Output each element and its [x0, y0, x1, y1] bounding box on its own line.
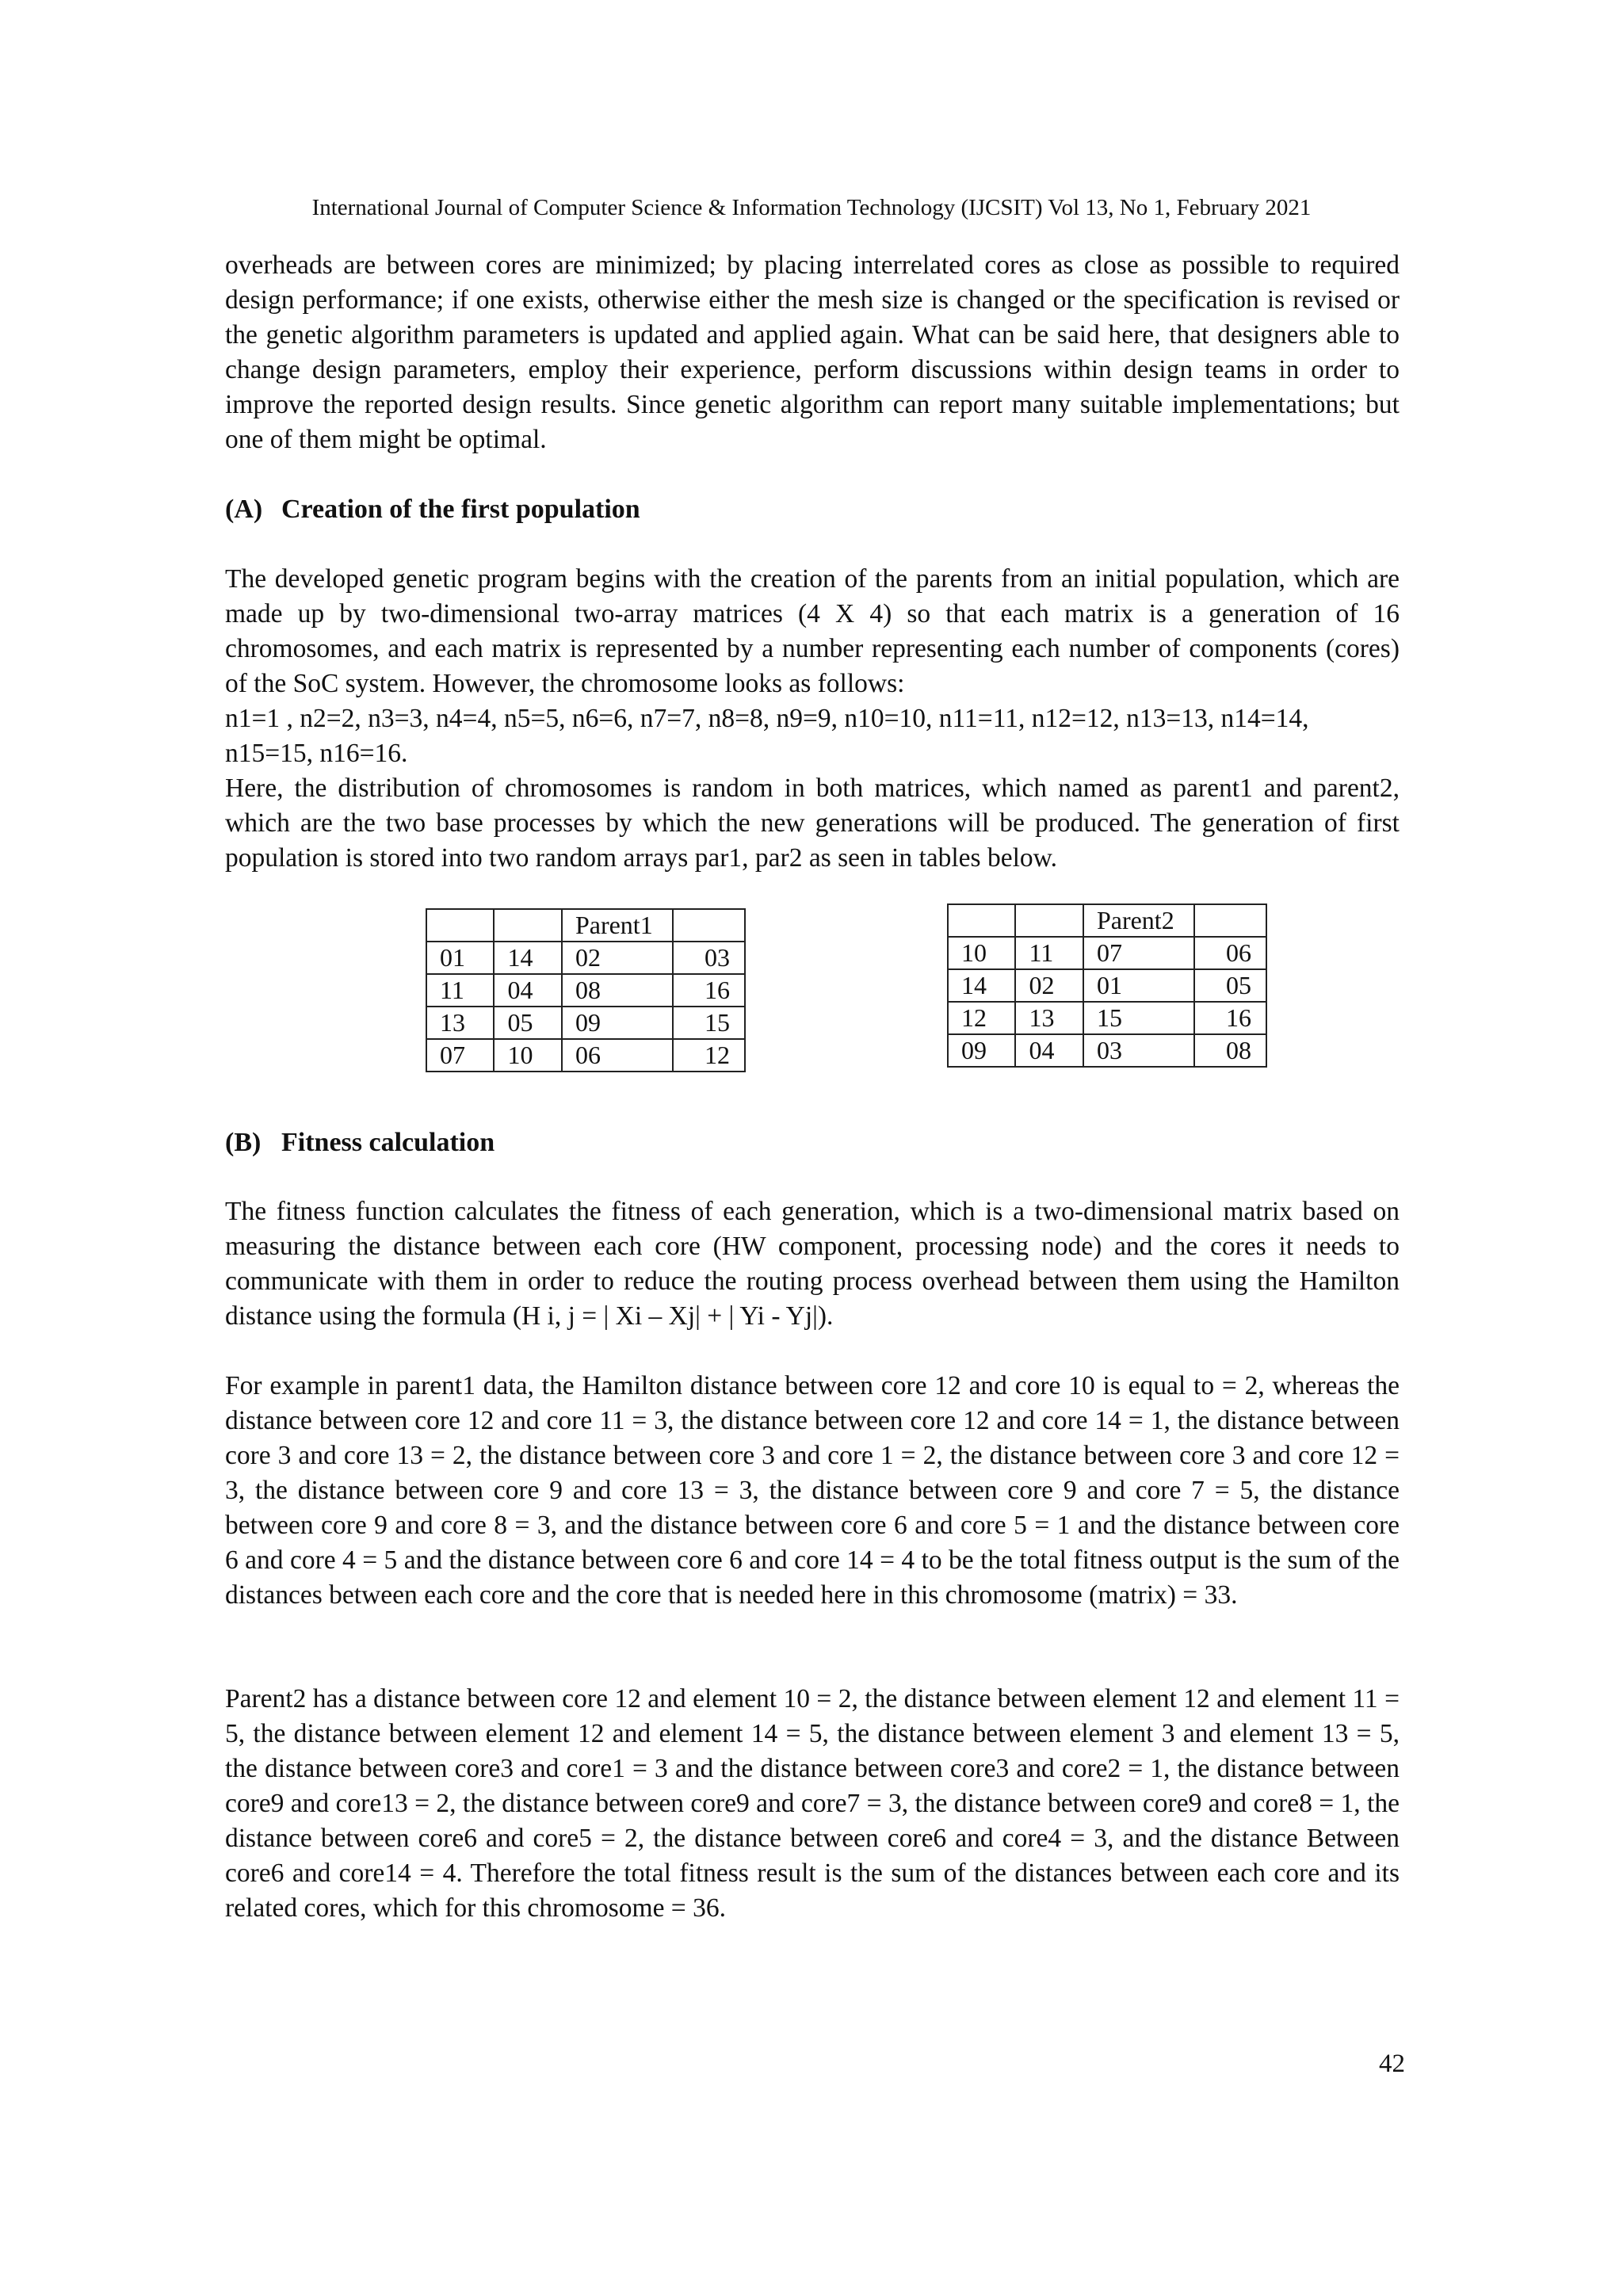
paragraph-fitness-3: Parent2 has a distance between core 12 and element 10 = 2, the distance between element 12 and element 11 = 5, the distance between element 12 and element 14 = 5, the distance between element 3 and element 13 = 5, the distance between core3 and core1 = 3 and the distance between core3 and core2 = 1, the distance between core9 and core13 = 2, the distance between core9 and core7 = 3, the distance between core9 and core8 = 1, the distance between core6 and core5 = 2, the distance between core6 and core4 = 3, and the distance Between core6 and core14 = 4. Therefore the total fitness result is the sum of the distances between each core and its related cores, which for this chromosome = 36.: [225, 1684, 1400, 1923]
table-cell: 14: [494, 942, 561, 974]
fitness-section-3: [225, 1682, 1400, 1926]
table-row: [948, 1034, 1266, 1067]
paragraph-creation-2: n1=1 , n2=2, n3=3, n4=4, n5=5, n6=6, n7=7, n8=8, n9=9, n10=10, n11=11, n12=12, n13=13, n14=14, n15=15, n16=16.: [225, 704, 1309, 768]
table-cell: 08: [562, 974, 673, 1007]
section-heading-a: [225, 492, 1400, 527]
parent1-title-row: [426, 909, 745, 942]
table-cell: 01: [1083, 969, 1194, 1002]
table-cell: 01: [426, 942, 494, 974]
table-cell: [426, 909, 494, 942]
table-cell: 15: [1083, 1002, 1194, 1034]
table-cell: 15: [673, 1007, 745, 1039]
table-cell: 02: [1015, 969, 1083, 1002]
paragraph-creation-3: Here, the distribution of chromosomes is random in both matrices, which named as parent1 and parent2, which are the two base processes by which the new generations will be produced. The generation of first population is stored into two random arrays par1, par2 as seen in tables below.: [225, 774, 1400, 873]
table-cell: 11: [1015, 937, 1083, 969]
table-cell: 13: [1015, 1002, 1083, 1034]
table-cell: 16: [673, 974, 745, 1007]
table-cell: 08: [1194, 1034, 1266, 1067]
table-cell: 03: [1083, 1034, 1194, 1067]
table-cell: 04: [494, 974, 561, 1007]
table-cell: 09: [562, 1007, 673, 1039]
table-row: [426, 942, 745, 974]
table-row: [948, 937, 1266, 969]
paragraph-fitness-1: The fitness function calculates the fitness of each generation, which is a two-dimensional matrix based on measuring the distance between each core (HW component, processing node) and the cores it needs to communicate with them in order to reduce the routing process overhead between them using the Hamilton distance using the formula (H i, j = | Xi – Xj| + | Yi - Yj|).: [225, 1197, 1400, 1331]
table-cell: 05: [494, 1007, 561, 1039]
parent1-title: Parent1: [562, 909, 673, 942]
table-cell: 12: [673, 1039, 745, 1072]
table-cell: 04: [1015, 1034, 1083, 1067]
page-number: 42: [1379, 2050, 1405, 2078]
table-cell: [494, 909, 561, 942]
paragraph-intro: overheads are between cores are minimized; by placing interrelated cores as close as possible to required design performance; if one exists, otherwise either the mesh size is changed or the specification is revised or the genetic algorithm parameters is updated and applied again. What can be said here, that designers able to change design parameters, employ their experience, perform discussions within design teams in order to improve the reported design results. Since genetic algorithm can report many suitable implementations; but one of them might be optimal.: [225, 250, 1400, 454]
table-cell: 16: [1194, 1002, 1266, 1034]
fitness-section-2: [225, 1369, 1400, 1613]
table-cell: 10: [494, 1039, 561, 1072]
table-cell: 13: [426, 1007, 494, 1039]
table-cell: [1194, 904, 1266, 937]
table-row: [426, 1007, 745, 1039]
table-cell: 12: [948, 1002, 1015, 1034]
section-number-b: (B): [225, 1128, 262, 1157]
section-title-b: Fitness calculation: [281, 1128, 495, 1157]
table-cell: 02: [562, 942, 673, 974]
section-title-a: Creation of the first population: [281, 495, 640, 524]
intro-section: [225, 248, 1400, 457]
parent2-title: Parent2: [1083, 904, 1194, 937]
table-row: [426, 1039, 745, 1072]
table-cell: 07: [426, 1039, 494, 1072]
section-number-a: (A): [225, 495, 263, 524]
parent2-table: [947, 904, 1267, 1068]
table-cell: [1015, 904, 1083, 937]
table-row: [948, 1002, 1266, 1034]
parent1-table: [426, 908, 746, 1072]
table-cell: 06: [1194, 937, 1266, 969]
paragraph-fitness-2: For example in parent1 data, the Hamilton distance between core 12 and core 10 is equal to = 2, whereas the distance between core 12 and core 11 = 3, the distance between core 12 and core 14 = 1, the distance between core 3 and core 13 = 2, the distance between core 3 and core 1 = 2, the distance between core 3 and core 12 = 3, the distance between core 9 and core 13 = 3, the distance between core 9 and core 7 = 5, the distance between core 9 and core 8 = 3, and the distance between core 6 and core 5 = 1 and the distance between core 6 and core 4 = 5 and the distance between core 6 and core 14 = 4 to be the total fitness output is the sum of the distances between each core and the core that is needed here in this chromosome (matrix) = 33.: [225, 1371, 1400, 1610]
section-heading-b: [225, 1125, 1400, 1160]
table-cell: 09: [948, 1034, 1015, 1067]
parent2-title-row: [948, 904, 1266, 937]
creation-section: [225, 562, 1400, 876]
table-cell: [673, 909, 745, 942]
table-cell: 10: [948, 937, 1015, 969]
paragraph-creation-1: The developed genetic program begins with the creation of the parents from an initial population, which are made up by two-dimensional two-array matrices (4 X 4) so that each matrix is a generation of 16 chromosomes, and each matrix is represented by a number representing each number of components (cores) of the SoC system. However, the chromosome looks as follows:: [225, 564, 1400, 698]
section-a-heading-wrap: [225, 492, 1400, 527]
table-cell: 03: [673, 942, 745, 974]
fitness-section-1: [225, 1194, 1400, 1334]
running-header: International Journal of Computer Science & Information Technology (IJCSIT) Vol 13, No 1, February 2021: [311, 195, 1312, 220]
table-cell: 11: [426, 974, 494, 1007]
section-b-heading-wrap: [225, 1125, 1400, 1160]
table-row: [948, 969, 1266, 1002]
table-cell: 05: [1194, 969, 1266, 1002]
table-cell: [948, 904, 1015, 937]
table-cell: 07: [1083, 937, 1194, 969]
table-row: [426, 974, 745, 1007]
table-cell: 06: [562, 1039, 673, 1072]
table-cell: 14: [948, 969, 1015, 1002]
